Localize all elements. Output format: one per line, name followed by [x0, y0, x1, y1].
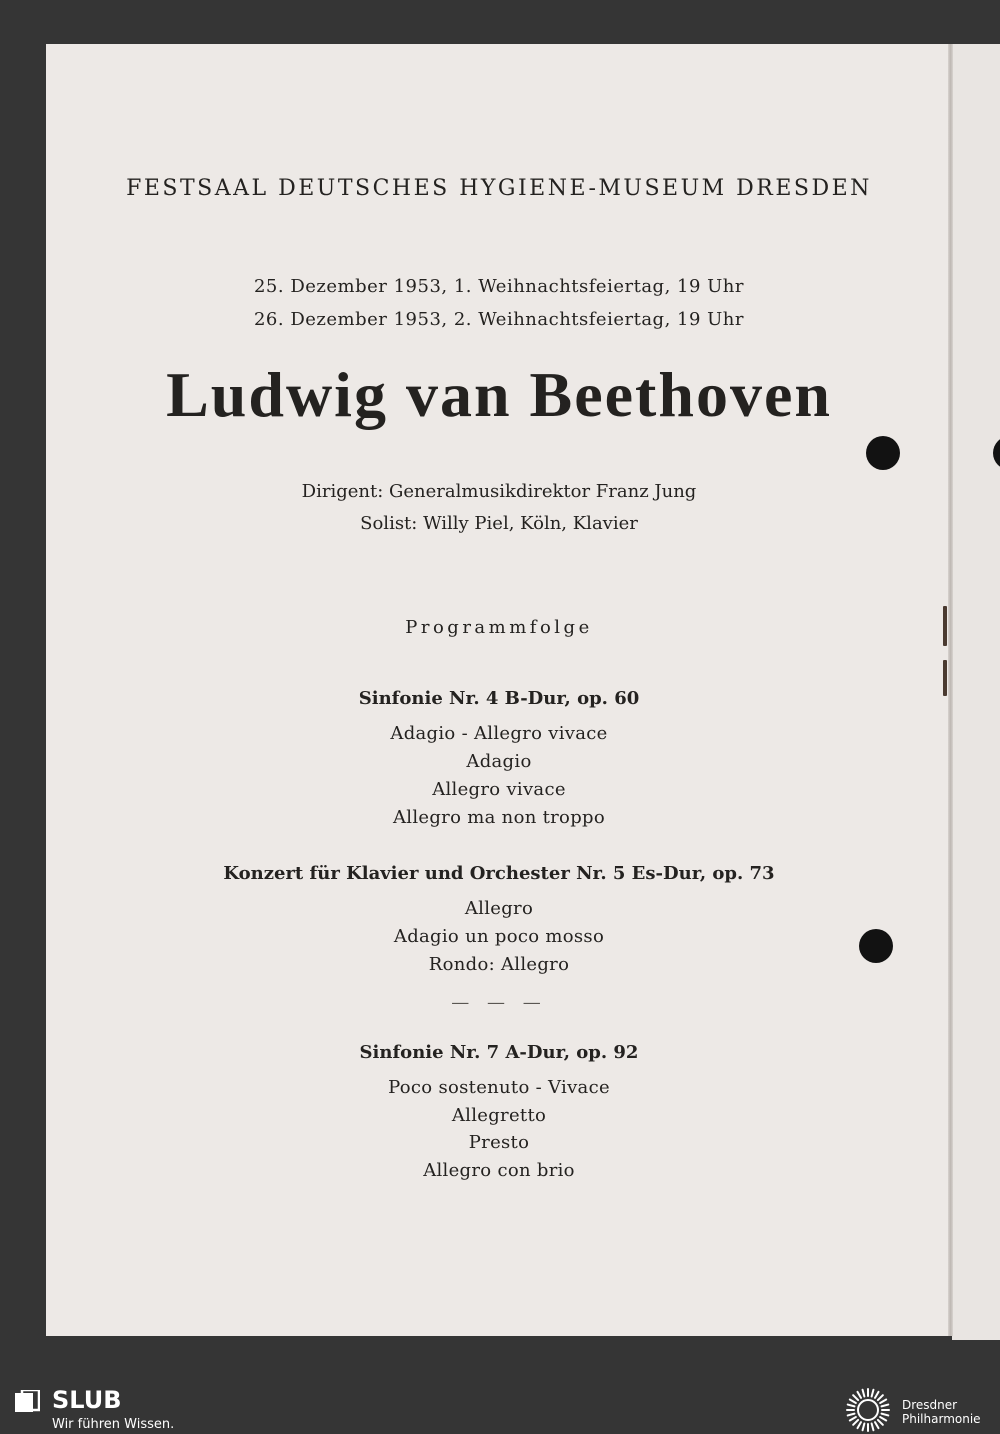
movement: Poco sostenuto - Vivace	[388, 1077, 610, 1098]
movement: Allegro	[464, 898, 534, 919]
venue-heading: FESTSAAL DEUTSCHES HYGIENE-MUSEUM DRESDEN	[126, 176, 872, 201]
movement: Rondo: Allegro	[428, 954, 570, 975]
composer-title: Ludwig van Beethoven	[166, 359, 832, 430]
logo-ray	[878, 1420, 883, 1425]
movement: Presto	[468, 1132, 530, 1153]
partner-name-line2: Philharmonie	[902, 1412, 981, 1426]
logo-ray	[880, 1417, 886, 1421]
book-icon	[14, 1390, 40, 1414]
logo-ray	[882, 1405, 889, 1407]
logo-ray	[853, 1395, 858, 1400]
logo-ray	[850, 1417, 856, 1421]
soloist-line: Solist: Willy Piel, Köln, Klavier	[360, 513, 638, 534]
intermission-divider: — — —	[451, 992, 547, 1013]
library-tagline: Wir führen Wissen.	[52, 1417, 175, 1432]
movement: Allegro con brio	[423, 1160, 575, 1181]
partner-name-line1: Dresdner	[902, 1398, 958, 1412]
logo-ray	[848, 1405, 855, 1407]
concert-date-1: 25. Dezember 1953, 1. Weihnachtsfeiertag, 19 Uhr	[253, 276, 745, 297]
punch-hole	[866, 436, 900, 470]
logo-ray	[853, 1420, 858, 1425]
work-title: Konzert für Klavier und Orchester Nr. 5 Es-Dur, op. 73	[223, 863, 775, 884]
logo-ray	[850, 1400, 856, 1404]
logo-ray	[858, 1422, 862, 1428]
movement: Allegretto	[451, 1105, 547, 1126]
partner-name[interactable]	[902, 1398, 981, 1426]
philharmonie-logo-icon[interactable]	[842, 1386, 894, 1434]
footer-bar	[0, 1386, 1000, 1434]
conductor-line: Dirigent: Generalmusikdirektor Franz Jung	[301, 481, 697, 502]
program-heading: Programmfolge	[405, 617, 593, 638]
logo-ray	[882, 1414, 889, 1416]
movement: Adagio un poco mosso	[393, 926, 605, 947]
movement: Allegro vivace	[432, 779, 566, 800]
logo-ray	[872, 1390, 874, 1397]
logo-ray	[872, 1424, 874, 1431]
logo-ray	[880, 1400, 886, 1404]
logo-ray	[878, 1395, 883, 1400]
logo-ray	[875, 1392, 879, 1398]
movement: Adagio	[466, 751, 532, 772]
logo-ray	[863, 1424, 865, 1431]
movement: Adagio - Allegro vivace	[390, 723, 608, 744]
logo-ray	[858, 1392, 862, 1398]
library-logo-text[interactable]: SLUB	[52, 1386, 122, 1414]
work-title: Sinfonie Nr. 4 B-Dur, op. 60	[358, 688, 640, 709]
logo-ray	[848, 1414, 855, 1416]
work-title: Sinfonie Nr. 7 A-Dur, op. 92	[359, 1042, 639, 1063]
movement: Allegro ma non troppo	[393, 807, 605, 828]
adjacent-page-edge	[952, 44, 1000, 1340]
concert-date-2: 26. Dezember 1953, 2. Weihnachtsfeiertag, 19 Uhr	[253, 309, 745, 330]
logo-ray	[875, 1422, 879, 1428]
logo-ray	[863, 1390, 865, 1397]
